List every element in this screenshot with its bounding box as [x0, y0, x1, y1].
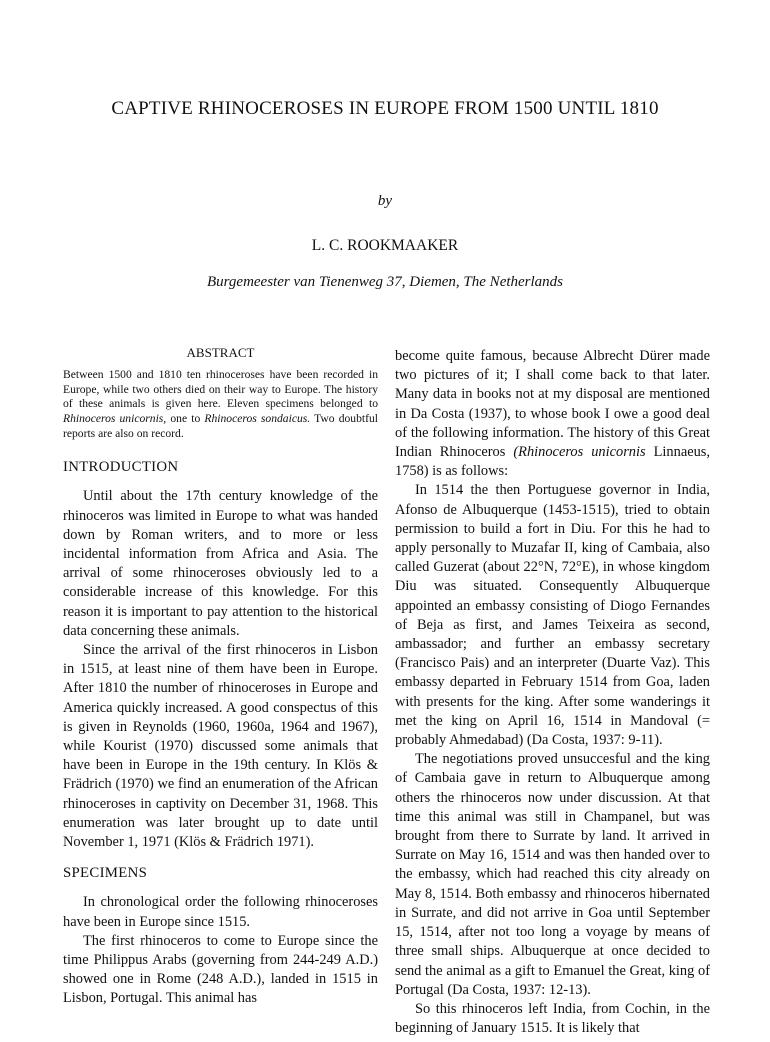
- species-unicornis: Rhinoceros unicornis,: [63, 411, 167, 425]
- specimens-paragraph-1: In chronological order the following rhinoceroses have been in Europe since 1515.: [63, 894, 378, 930]
- author-affiliation: Burgemeester van Tienenweg 37, Diemen, The Netherlands: [206, 274, 564, 290]
- intro-paragraph-1: Until about the 17th century knowledge of the rhinoceros was limited in Europe to what was handed down by Roman writers, and to more or less incidental information from Africa and Asia. The arrival of some rhinoceroses obviously led to a considerable increase of this knowledge. For this reason it is important to pay attention to the historical data concerning these animals.: [63, 488, 378, 639]
- species-sondaicus: Rhinoceros sondaicus.: [204, 411, 311, 425]
- right-paragraph-1: become quite famous, because Albrecht Dürer made two pictures of it; I shall come back to that later. Many data in books not at my disposal are mentioned in Da Costa (1937), to whose book I owe a good deal of the following information. The history of this Great Indian Rhinoceros (Rhinoceros unicornis Linnaeus, 1758) is as follows:: [395, 348, 710, 480]
- species-unicornis-ref: (Rhinoceros unicornis: [513, 444, 646, 461]
- byline: by: [377, 193, 393, 209]
- abstract-text: Between 1500 and 1810 ten rhinoceroses have been recorded in Europe, while two others died on their way to Europe. The history of these animals is given here. Eleven specimens belonged to Rhinoceros unicornis, one to Rhinoceros sondaicus. Two doubtful reports are also on record.: [63, 368, 378, 440]
- author-name: L. C. ROOKMAAKER: [311, 237, 459, 254]
- specimens-paragraph-2: The first rhinoceros to come to Europe since the time Philippus Arabs (governing from 244-249 A.D.) showed one in Rome (248 A.D.), landed in 1515 in Lisbon, Portugal. This animal has: [63, 932, 378, 1007]
- right-paragraph-3: The negotiations proved unsuccesful and the king of Cambaia gave in return to Albuquerque among others the rhinoceros now under discussion. At that time this animal was still in Champanel, but was brought from there to Surrate by land. It arrived in Surrate on May 16, 1514 and was then handed over to the embassy, which had reached this city already on May 8, 1514. Both embassy and rhinoceros hibernated in Surrate, and did not arrive in Goa until September 15, 1514, after not too long a voyage by means of three small ships. Albuquerque at once decided to send the animal as a gift to Emanuel the Great, king of Portugal (Da Costa, 1937: 12-13).: [395, 751, 710, 998]
- introduction-heading: INTRODUCTION: [63, 459, 179, 476]
- left-column: [63, 343, 378, 1009]
- specimens-heading: SPECIMENS: [63, 865, 148, 882]
- right-column: [395, 347, 710, 1038]
- abstract-heading: ABSTRACT: [186, 345, 255, 360]
- article-title: CAPTIVE RHINOCEROSES IN EUROPE FROM 1500 UNTIL 1810: [111, 98, 659, 119]
- right-paragraph-2: In 1514 the then Portuguese governor in India, Afonso de Albuquerque (1453-1515), tried to obtain permission to build a fort in Diu. For this he had to apply personally to Muzafar II, king of Cambaia, also called Guzerat (about 22°N, 72°E), in whose kingdom Diu was situated. Consequently Albuquerque appointed an embassy consisting of Diogo Fernandes of Beja as first, and James Teixeira as second, ambassador; and further an embassy secretary (Francisco Pais) and an interpreter (Duarte Vaz). This embassy departed in February 1514 from Goa, laden with presents for the king. After some wanderings it met the king on April 16, 1514 in Mandoval (= probably Ahmedabad) (Da Costa, 1937: 9-11).: [395, 482, 710, 749]
- right-paragraph-4: So this rhinoceros left India, from Cochin, in the beginning of January 1515. It is likely that: [395, 1000, 710, 1037]
- intro-paragraph-2: Since the arrival of the first rhinoceros in Lisbon in 1515, at least nine of them have been in Europe. After 1810 the number of rhinoceroses in Europe and America quickly increased. A good conspectus of this is given in Reynolds (1960, 1960a, 1964 and 1967), while Kourist (1970) discussed some animals that have been in Europe in the 19th century. In Klös & Frädrich (1970) we find an enumeration of the African rhinoceroses in captivity on December 31, 1968. This enumeration was later brought up to date until November 1, 1971 (Klös & Frädrich 1971).: [63, 642, 378, 851]
